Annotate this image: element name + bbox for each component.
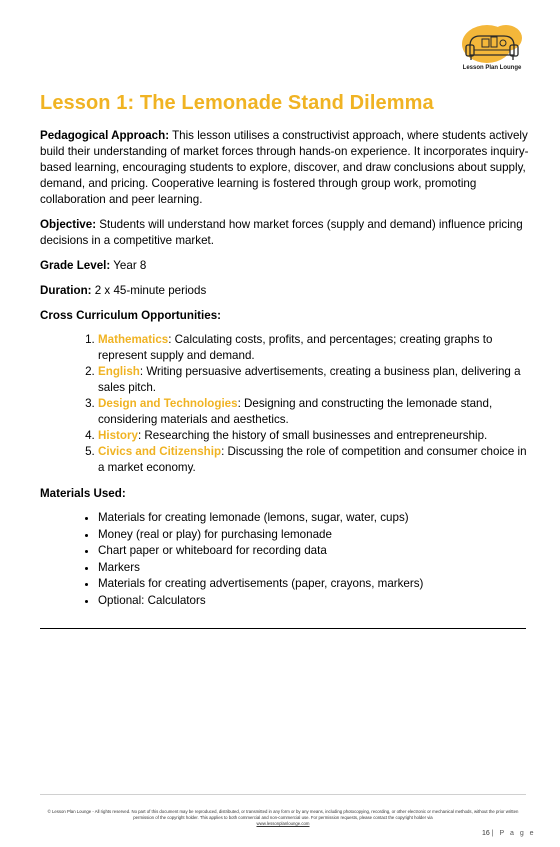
copyright-text: © Lesson Plan Lounge - All rights reserved. No part of this document may be reproduced, distributed, or transmitted in any form or by any means, including photocopying, recording, or other electronic or mechanical methods, without the prior written permission of the copyright holder. This applies to both commercial and non-commercial use. For permission requests, please contact the copyright holder via xyxy=(47,809,519,820)
grade-paragraph xyxy=(40,258,530,274)
subject-label: Civics and Citizenship xyxy=(98,445,222,458)
subject-text: : Calculating costs, profits, and percentages; creating graphs to represent supply and demand. xyxy=(98,333,493,362)
grade-text: Year 8 xyxy=(110,259,147,272)
page-label: | P a g e xyxy=(491,830,536,837)
duration-paragraph xyxy=(40,283,530,299)
cross-curriculum-list xyxy=(40,332,530,476)
objective-text: Students will understand how market forces (supply and demand) influence pricing decisions in a competitive market. xyxy=(40,218,523,247)
list-item xyxy=(98,396,530,428)
lesson-content xyxy=(40,128,530,610)
cross-curriculum-heading: Cross Curriculum Opportunities: xyxy=(40,309,222,322)
list-item: • Markers xyxy=(98,560,530,576)
objective-paragraph xyxy=(40,217,530,249)
section-divider xyxy=(40,628,526,629)
list-item: • Money (real or play) for purchasing lemonade xyxy=(98,527,530,543)
list-item: • Optional: Calculators xyxy=(98,593,530,609)
subject-label: Design and Technologies xyxy=(98,397,238,410)
subject-label: English xyxy=(98,365,140,378)
subject-text: : Designing and constructing the lemonade stand, considering materials and aesthetics. xyxy=(98,397,493,426)
duration-text: 2 x 45-minute periods xyxy=(91,284,207,297)
duration-label: Duration: xyxy=(40,284,92,297)
materials-list xyxy=(40,510,530,609)
website-link[interactable]: www.lessonplanlounge.com xyxy=(256,821,310,826)
subject-text: : Writing persuasive advertisements, creating a business plan, delivering a sales pitch. xyxy=(98,365,521,394)
subject-label: History xyxy=(98,429,138,442)
list-item xyxy=(98,428,530,444)
sofa-logo-icon xyxy=(460,22,524,66)
footer-divider xyxy=(40,794,526,795)
list-item xyxy=(98,364,530,396)
page-number-value: 16 xyxy=(482,830,490,837)
subject-text: : Discussing the role of competition and consumer choice in a market economy. xyxy=(98,445,527,474)
grade-label: Grade Level: xyxy=(40,259,111,272)
page-number xyxy=(482,830,536,837)
list-item: • Materials for creating advertisements (paper, crayons, markers) xyxy=(98,576,530,592)
brand-logo xyxy=(460,22,524,76)
footer-copyright xyxy=(40,809,526,827)
pedagogy-label: Pedagogical Approach: xyxy=(40,129,170,142)
subject-label: Mathematics xyxy=(98,333,169,346)
subject-text: : Researching the history of small businesses and entrepreneurship. xyxy=(137,429,488,442)
list-item: • Chart paper or whiteboard for recording data xyxy=(98,543,530,559)
objective-label: Objective: xyxy=(40,218,97,231)
list-item xyxy=(98,332,530,364)
materials-heading: Materials Used: xyxy=(40,487,126,500)
pedagogy-text: This lesson utilises a constructivist approach, where students actively build their understanding of market forces through hands-on experience. It incorporates inquiry-based learning, encouraging students to explore, discover, and draw conclusions about supply, demand, and pricing. Cooperative learning is fostered through group work, promoting collaboration and peer learning. xyxy=(40,129,529,206)
logo-text: Lesson Plan Lounge xyxy=(462,65,522,71)
lesson-title: Lesson 1: The Lemonade Stand Dilemma xyxy=(40,92,434,114)
list-item xyxy=(98,444,530,476)
list-item: • Materials for creating lemonade (lemons, sugar, water, cups) xyxy=(98,510,530,526)
pedagogy-paragraph xyxy=(40,128,530,208)
